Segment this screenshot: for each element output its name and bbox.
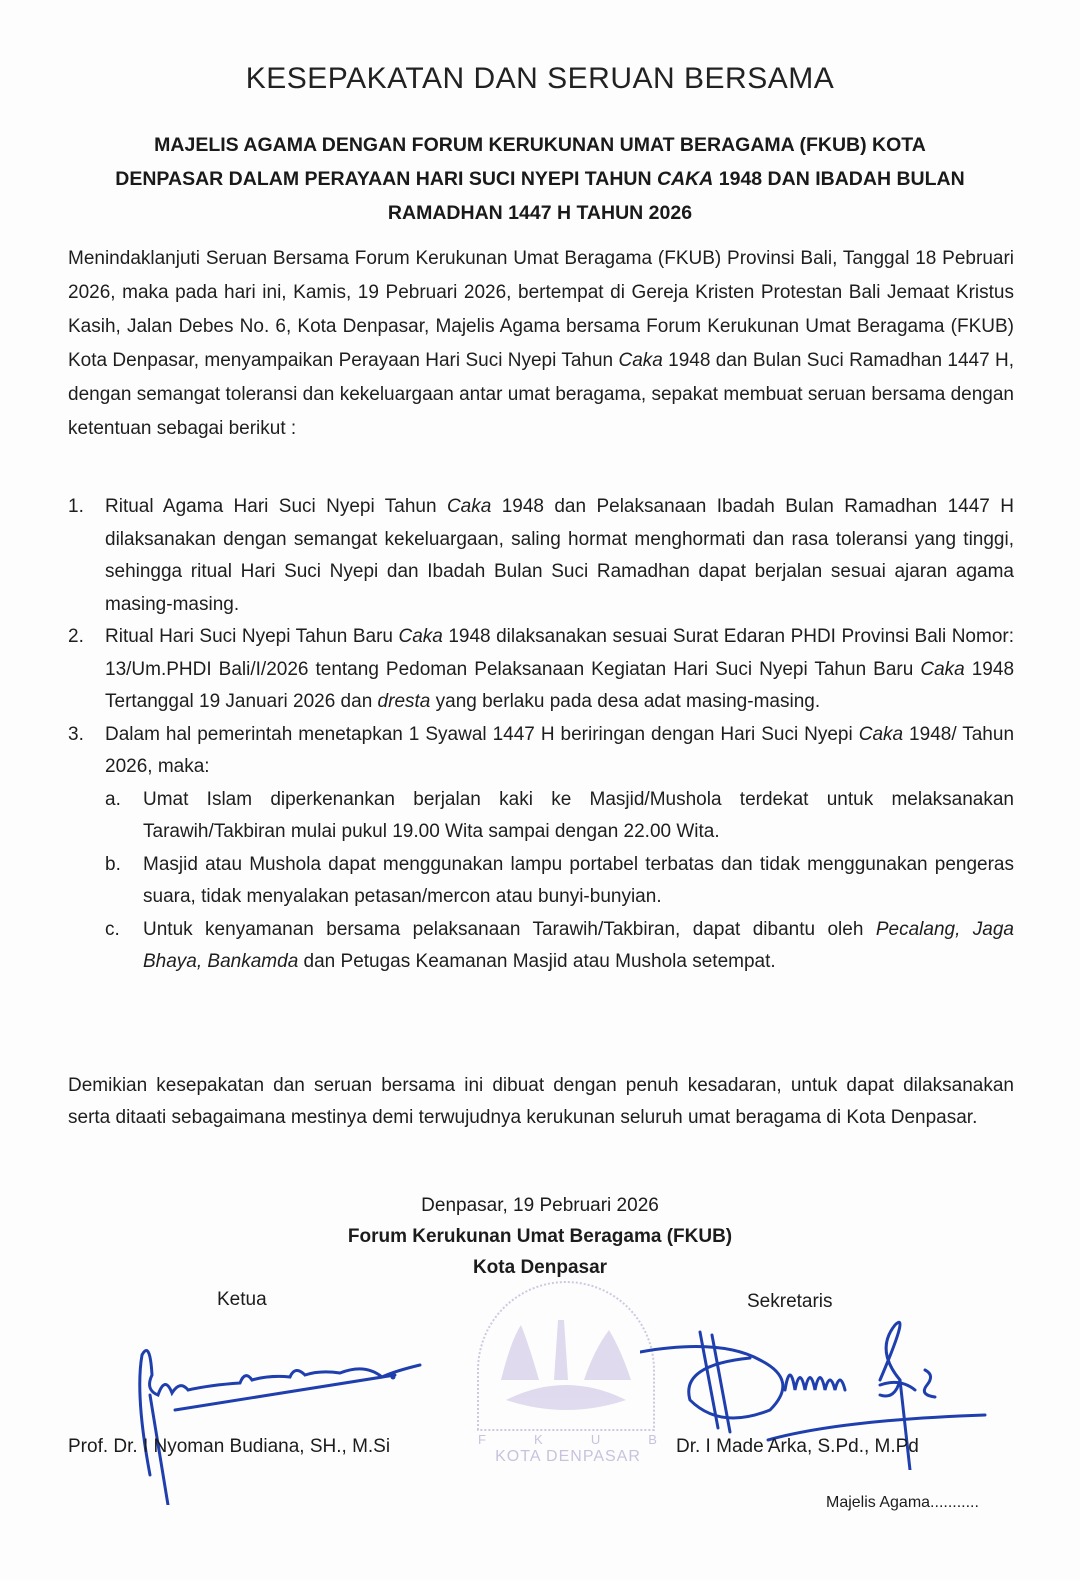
list-item-text: 1948/ Tahun 2026, maka:: [105, 723, 1015, 777]
list-item-text: yang berlaku pada desa adat masing-masing.: [430, 691, 821, 712]
intro-text-2: 1948 dan Bulan Suci Ramadhan 1447 H, dengan semangat toleransi dan kekeluargaan antar umat beragama, sepakat membuat seruan bersama dengan ketentuan sebagai berikut :: [68, 350, 1015, 439]
chairman-role: Ketua: [217, 1289, 267, 1310]
sub-item-letter: a.: [105, 788, 121, 810]
footer-note: Majelis Agama...........: [826, 1494, 979, 1511]
sub-item-letter: b.: [105, 853, 121, 875]
sub-item-text: Masjid atau Mushola dapat menggunakan lampu portabel terbatas dan tidak menggunakan pengeras suara, tidak menyalakan petasan/mercon atau bunyi-bunyian.: [143, 853, 1014, 907]
intro-text-1: Menindaklanjuti Seruan Bersama Forum Kerukunan Umat Beragama (FKUB) Provinsi Bali, Tanggal 18 Pebruari 2026, maka pada hari ini, Kamis, 19 Pebruari 2026, bertempat di Gereja Kristen Protestan Bali Jemaat Kristus Kasih, Jalan Debes No. 6, Kota Denpasar, Majelis Agama bersama Forum Kerukunan Umat Beragama (FKUB) Kota Denpasar, menyampaikan Perayaan Hari Suci Nyepi Tahun: [68, 248, 1014, 371]
list-item-italic: dresta: [377, 691, 431, 712]
organization-name: Forum Kerukunan Umat Beragama (FKUB): [347, 1226, 733, 1247]
provisions-list: [68, 491, 1014, 979]
list-item-text: Ritual Agama Hari Suci Nyepi Tahun: [105, 496, 447, 517]
list-item-text: 1948 dan Pelaksanaan Ibadah Bulan Ramadhan 1447 H dilaksanakan dengan semangat kekeluargaan, saling hormat menghormati dan rasa toleransi yang tinggi, sehingga ritual Hari Suci Nyepi dan Ibadah Bulan Suci Ramadhan dapat berjalan sesuai ajaran agama masing-masing.: [105, 496, 1014, 615]
place-date: Denpasar, 19 Pebruari 2026: [421, 1195, 659, 1216]
list-item-text: Ritual Hari Suci Nyepi Tahun Baru: [105, 626, 399, 647]
document-title: KESEPAKATAN DAN SERUAN BERSAMA: [245, 62, 835, 95]
secretary-role: Sekretaris: [747, 1291, 833, 1312]
document-subtitle: [70, 128, 1010, 230]
list-item-2: [68, 621, 1014, 719]
list-item-1: [68, 491, 1014, 621]
list-item-italic: Caka: [398, 626, 443, 647]
sub-item-b: [105, 849, 1014, 914]
stamp-letter: B: [648, 1432, 658, 1447]
list-item-text: Dalam hal pemerintah menetapkan 1 Syawal 1447 H beriringan dengan Hari Suci Nyepi: [105, 723, 859, 745]
list-item-text: 1948 Tertanggal 19 Januari 2026 dan: [105, 658, 1015, 712]
stamp-letter: K: [534, 1432, 544, 1447]
subtitle-line-2: [70, 162, 1010, 196]
list-item-number: 2.: [68, 626, 84, 647]
organization-city: Kota Denpasar: [472, 1257, 608, 1278]
list-item-number: 1.: [68, 496, 84, 517]
stamp-letter: F: [478, 1432, 487, 1447]
stamp-city: KOTA DENPASAR: [495, 1448, 641, 1465]
subtitle-line-2-text: DENPASAR DALAM PERAYAAN HARI SUCI NYEPI TAHUN: [115, 168, 657, 190]
subtitle-line-3: RAMADHAN 1447 H TAHUN 2026: [387, 202, 693, 224]
sub-item-letter: c.: [105, 918, 120, 940]
intro-italic: Caka: [618, 350, 663, 371]
stamp-letters: [478, 1432, 658, 1447]
subtitle-line-2-italic: CAKA: [657, 168, 714, 190]
list-item-number: 3.: [68, 723, 84, 745]
stamp-letter: U: [590, 1432, 602, 1447]
subtitle-line-1: MAJELIS AGAMA DENGAN FORUM KERUKUNAN UMAT BERAGAMA (FKUB) KOTA: [154, 134, 926, 156]
chairman-signature-icon: [120, 1335, 480, 1505]
closing-paragraph: Demikian kesepakatan dan seruan bersama ini dibuat dengan penuh kesadaran, untuk dapat dilaksanakan serta ditaati sebagaimana mestinya demi terwujudnya kerukunan seluruh umat beragama di Kota Denpasar.: [68, 1075, 1014, 1128]
intro-paragraph: [68, 242, 1014, 446]
secretary-name: Dr. I Made Arka, S.Pd., M.Pd: [676, 1436, 919, 1457]
list-item-italic: Caka: [446, 496, 492, 517]
sub-item-a: [105, 784, 1014, 849]
sub-item-text: Untuk kenyamanan bersama pelaksanaan Tarawih/Takbiran, dapat dibantu oleh: [143, 918, 876, 940]
sub-item-text: dan Petugas Keamanan Masjid atau Mushola setempat.: [298, 951, 776, 972]
list-item-italic: Caka: [858, 723, 904, 745]
sub-item-italic: Pecalang, Jaga Bhaya, Bankamda: [143, 918, 1014, 972]
list-item-text: 1948 dilaksanakan sesuai Surat Edaran PHDI Provinsi Bali Nomor: 13/Um.PHDI Bali/I/2026 tentang Pedoman Pelaksanaan Kegiatan Hari Suci Nyepi Tahun Baru: [105, 626, 1014, 680]
sub-item-c: [105, 914, 1014, 979]
chairman-name: Prof. Dr. I Nyoman Budiana, SH., M.Si: [68, 1436, 391, 1457]
subtitle-line-2-tail: 1948 DAN IBADAH BULAN: [713, 168, 965, 190]
list-item-italic: Caka: [920, 658, 965, 680]
list-item-3: [68, 719, 1014, 979]
sub-item-text: Umat Islam diperkenankan berjalan kaki ke Masjid/Mushola terdekat untuk melaksanakan Tarawih/Takbiran mulai pukul 19.00 Wita sampai dengan 22.00 Wita.: [143, 788, 1014, 842]
